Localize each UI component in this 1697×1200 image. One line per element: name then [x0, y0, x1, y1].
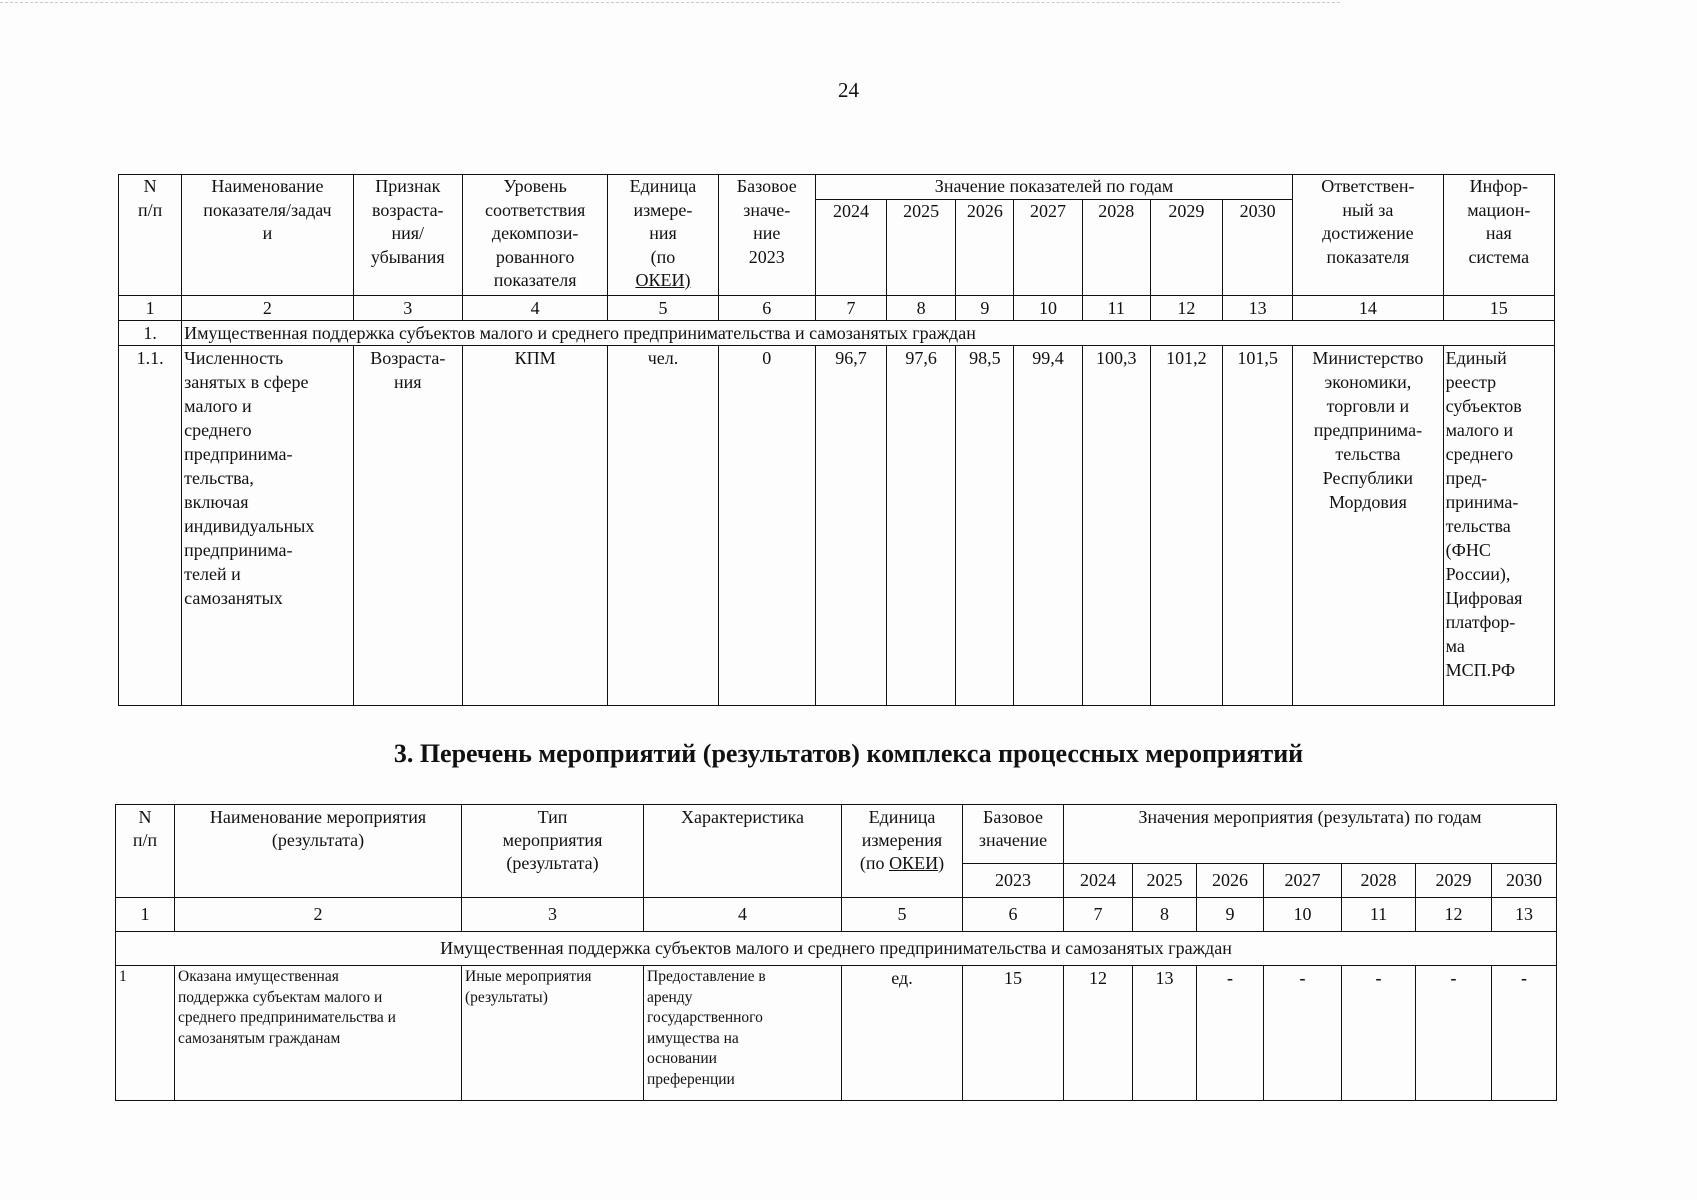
header-year: 2024 — [1064, 864, 1133, 898]
col-number: 15 — [1443, 295, 1554, 320]
section-row — [119, 320, 1555, 345]
row-value: - — [1197, 966, 1264, 1101]
row-value: 97,6 — [887, 345, 956, 705]
okei-link[interactable]: ОКЕИ — [889, 853, 939, 873]
header-year: 2030 — [1492, 864, 1557, 898]
section-row — [116, 932, 1557, 966]
header-unit-text: Единица измерения (по — [859, 807, 943, 873]
row-value: 12 — [1064, 966, 1133, 1101]
header-year: 2026 — [956, 199, 1014, 295]
col-number: 9 — [1197, 898, 1264, 932]
row-unit: чел. — [608, 345, 718, 705]
col-number: 9 — [956, 295, 1014, 320]
header-name: Наименование мероприятия (результата) — [175, 805, 462, 898]
col-number: 4 — [462, 295, 607, 320]
row-responsible: Министерство экономики, торговли и предпринима- тельства Республики Мордовия — [1293, 345, 1443, 705]
section-heading: 3. Перечень мероприятий (результатов) комплекса процессных мероприятий — [393, 739, 1304, 768]
col-number: 1 — [119, 295, 182, 320]
col-number: 12 — [1150, 295, 1222, 320]
header-num: N п/п — [119, 175, 182, 296]
row-value: - — [1264, 966, 1342, 1101]
header-year: 2025 — [887, 199, 956, 295]
row-base: 15 — [963, 966, 1064, 1101]
page-number: 24 — [838, 78, 859, 102]
header-sign: Признак возраста- ния/ убывания — [353, 175, 462, 296]
indicators-table — [118, 174, 1555, 706]
section-title: Имущественная поддержка субъектов малого и среднего предпринимательства и самозанятых граждан — [182, 320, 1555, 345]
header-base-year: 2023 — [963, 864, 1064, 898]
col-number: 10 — [1014, 295, 1082, 320]
column-numbers-row — [116, 898, 1557, 932]
header-year: 2028 — [1342, 864, 1416, 898]
row-sign: Возраста- ния — [353, 345, 462, 705]
header-year: 2025 — [1133, 864, 1197, 898]
col-number: 7 — [1064, 898, 1133, 932]
row-value: - — [1416, 966, 1492, 1101]
header-unit-text: Единица измере- ния (по — [629, 176, 697, 267]
row-level: КПМ — [462, 345, 607, 705]
col-number: 2 — [175, 898, 462, 932]
measures-table — [115, 804, 1557, 1101]
header-row — [116, 805, 1557, 864]
header-year: 2027 — [1264, 864, 1342, 898]
row-num: 1.1. — [119, 345, 182, 705]
col-number: 11 — [1342, 898, 1416, 932]
col-number: 14 — [1293, 295, 1443, 320]
col-number: 2 — [182, 295, 353, 320]
row-characteristic: Предоставление в аренду государственного имущества на основании преференции — [644, 966, 842, 1101]
row-num: 1 — [116, 966, 175, 1101]
section-num: 1. — [119, 320, 182, 345]
col-number: 6 — [963, 898, 1064, 932]
header-unit — [608, 175, 718, 296]
okei-link[interactable]: ОКЕИ) — [635, 270, 691, 290]
col-number: 11 — [1082, 295, 1150, 320]
row-value: 100,3 — [1082, 345, 1150, 705]
header-year: 2029 — [1416, 864, 1492, 898]
header-year: 2028 — [1082, 199, 1150, 295]
row-value: - — [1492, 966, 1557, 1101]
col-number: 5 — [608, 295, 718, 320]
row-value: 101,2 — [1150, 345, 1222, 705]
header-base: Базовое значе- ние 2023 — [718, 175, 815, 296]
column-numbers-row — [119, 295, 1555, 320]
header-characteristic: Характеристика — [644, 805, 842, 898]
header-type: Тип мероприятия (результата) — [462, 805, 644, 898]
header-year: 2024 — [815, 199, 886, 295]
header-unit-suffix: ) — [938, 853, 945, 873]
scan-edge-line — [0, 2, 1340, 3]
row-value: 101,5 — [1222, 345, 1292, 705]
header-responsible: Ответствен- ный за достижение показателя — [1293, 175, 1443, 296]
header-year: 2026 — [1197, 864, 1264, 898]
header-num: N п/п — [116, 805, 175, 898]
header-year: 2027 — [1014, 199, 1082, 295]
header-unit — [842, 805, 963, 898]
col-number: 1 — [116, 898, 175, 932]
header-row — [119, 175, 1555, 200]
col-number: 12 — [1416, 898, 1492, 932]
header-info-system: Инфор- мацион- ная система — [1443, 175, 1554, 296]
row-type: Иные мероприятия (результаты) — [462, 966, 644, 1101]
header-year: 2030 — [1222, 199, 1292, 295]
table-row — [119, 345, 1555, 705]
row-unit: ед. — [842, 966, 963, 1101]
col-number: 3 — [462, 898, 644, 932]
row-value: 99,4 — [1014, 345, 1082, 705]
col-number: 13 — [1222, 295, 1292, 320]
header-years-group: Значение показателей по годам — [815, 175, 1292, 200]
col-number: 6 — [718, 295, 815, 320]
header-base: Базовое значение — [963, 805, 1064, 864]
col-number: 5 — [842, 898, 963, 932]
col-number: 4 — [644, 898, 842, 932]
row-value: 13 — [1133, 966, 1197, 1101]
col-number: 8 — [1133, 898, 1197, 932]
header-years-group: Значения мероприятия (результата) по годам — [1064, 805, 1557, 864]
row-value: 98,5 — [956, 345, 1014, 705]
row-name: Численность занятых в сфере малого и среднего предпринима- тельства, включая индивидуальных предпринима- телей и самозанятых — [182, 345, 353, 705]
col-number: 3 — [353, 295, 462, 320]
section-title: Имущественная поддержка субъектов малого и среднего предпринимательства и самозанятых граждан — [116, 932, 1557, 966]
table-row — [116, 966, 1557, 1101]
row-value: - — [1342, 966, 1416, 1101]
header-year: 2029 — [1150, 199, 1222, 295]
header-name: Наименование показателя/задач и — [182, 175, 353, 296]
row-base: 0 — [718, 345, 815, 705]
row-name: Оказана имущественная поддержка субъектам малого и среднего предпринимательства и самозанятым гражданам — [175, 966, 462, 1101]
col-number: 10 — [1264, 898, 1342, 932]
row-info-system: Единый реестр субъектов малого и среднего пред- принима- тельства (ФНС России), Цифровая платфор- ма МСП.РФ — [1443, 345, 1554, 705]
col-number: 13 — [1492, 898, 1557, 932]
col-number: 7 — [815, 295, 886, 320]
col-number: 8 — [887, 295, 956, 320]
row-value: 96,7 — [815, 345, 886, 705]
header-level: Уровень соответствия декомпози- рованного показателя — [462, 175, 607, 296]
